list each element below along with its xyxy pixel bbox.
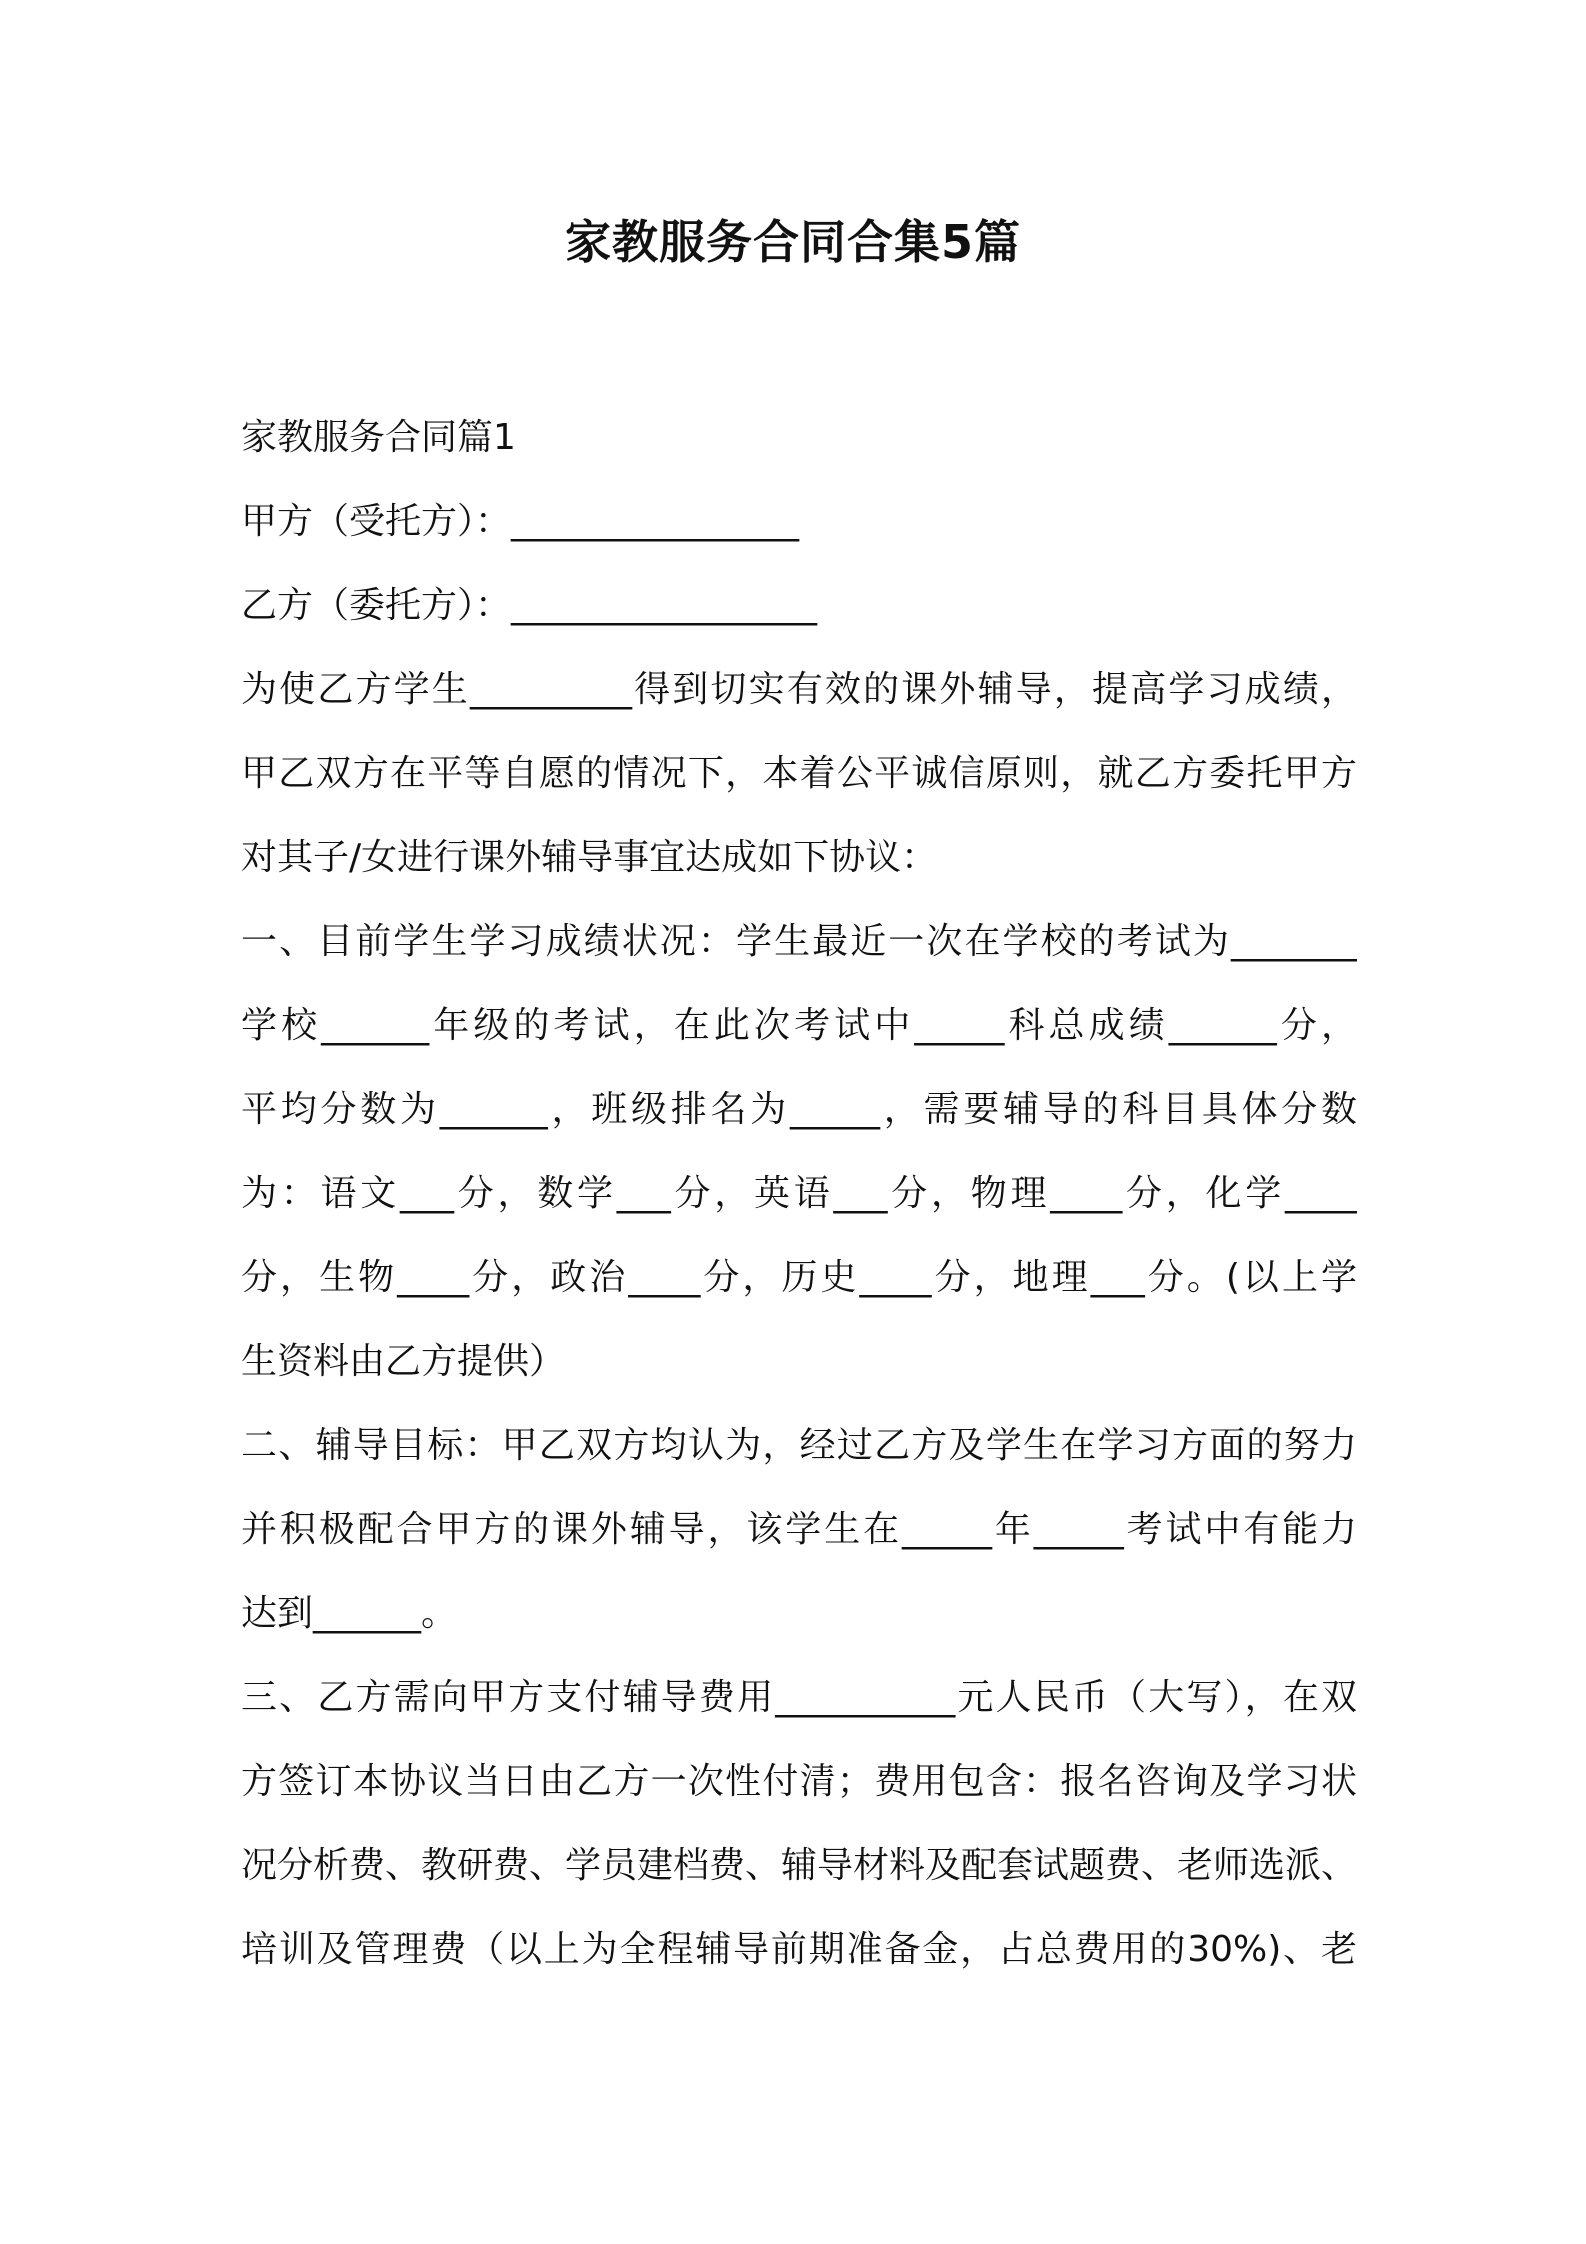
section-heading: 家教服务合同篇1 xyxy=(241,417,516,458)
party-b-line: 乙方（委托方）：_________________ xyxy=(241,585,818,626)
paragraph-line: 一、目前学生学习成绩状况：学生最近一次在学校的考试为_______ xyxy=(241,921,1357,962)
paragraph-line: 达到______。 xyxy=(241,1593,458,1634)
paragraph-line: 况分析费、教研费、学员建档费、辅导材料及配套试题费、老师选派、 xyxy=(241,1845,1357,1886)
paragraph-line: 分，生物____分，政治____分，历史____分，地理___分。(以上学 xyxy=(241,1257,1357,1298)
paragraph-line: 甲乙双方在平等自愿的情况下，本着公平诚信原则，就乙方委托甲方 xyxy=(241,753,1357,794)
paragraph-line: 学校______年级的考试，在此次考试中_____科总成绩______分， xyxy=(241,1005,1357,1046)
paragraph-line: 生资料由乙方提供） xyxy=(241,1341,566,1382)
paragraph-line: 对其子/女进行课外辅导事宜达成如下协议： xyxy=(241,837,938,878)
party-a-line: 甲方（受托方）：________________ xyxy=(241,501,800,542)
paragraph-line: 方签订本协议当日由乙方一次性付清；费用包含：报名咨询及学习状 xyxy=(241,1761,1357,1802)
paragraph-line: 并积极配合甲方的课外辅导，该学生在_____年_____考试中有能力 xyxy=(241,1509,1357,1550)
paragraph-line: 培训及管理费（以上为全程辅导前期准备金，占总费用的30%)、老 xyxy=(241,1929,1357,1970)
paragraph-line: 平均分数为______，班级排名为_____，需要辅导的科目具体分数 xyxy=(241,1089,1357,1130)
paragraph-line: 为：语文___分，数学___分，英语___分，物理____分，化学____ xyxy=(241,1173,1357,1214)
paragraph-line: 为使乙方学生_________得到切实有效的课外辅导，提高学习成绩， xyxy=(241,669,1357,710)
document-title: 家教服务合同合集5篇 xyxy=(564,215,1021,269)
paragraph-line: 二、辅导目标：甲乙双方均认为，经过乙方及学生在学习方面的努力 xyxy=(241,1425,1357,1466)
paragraph-line: 三、乙方需向甲方支付辅导费用__________元人民币（大写），在双 xyxy=(241,1677,1357,1718)
